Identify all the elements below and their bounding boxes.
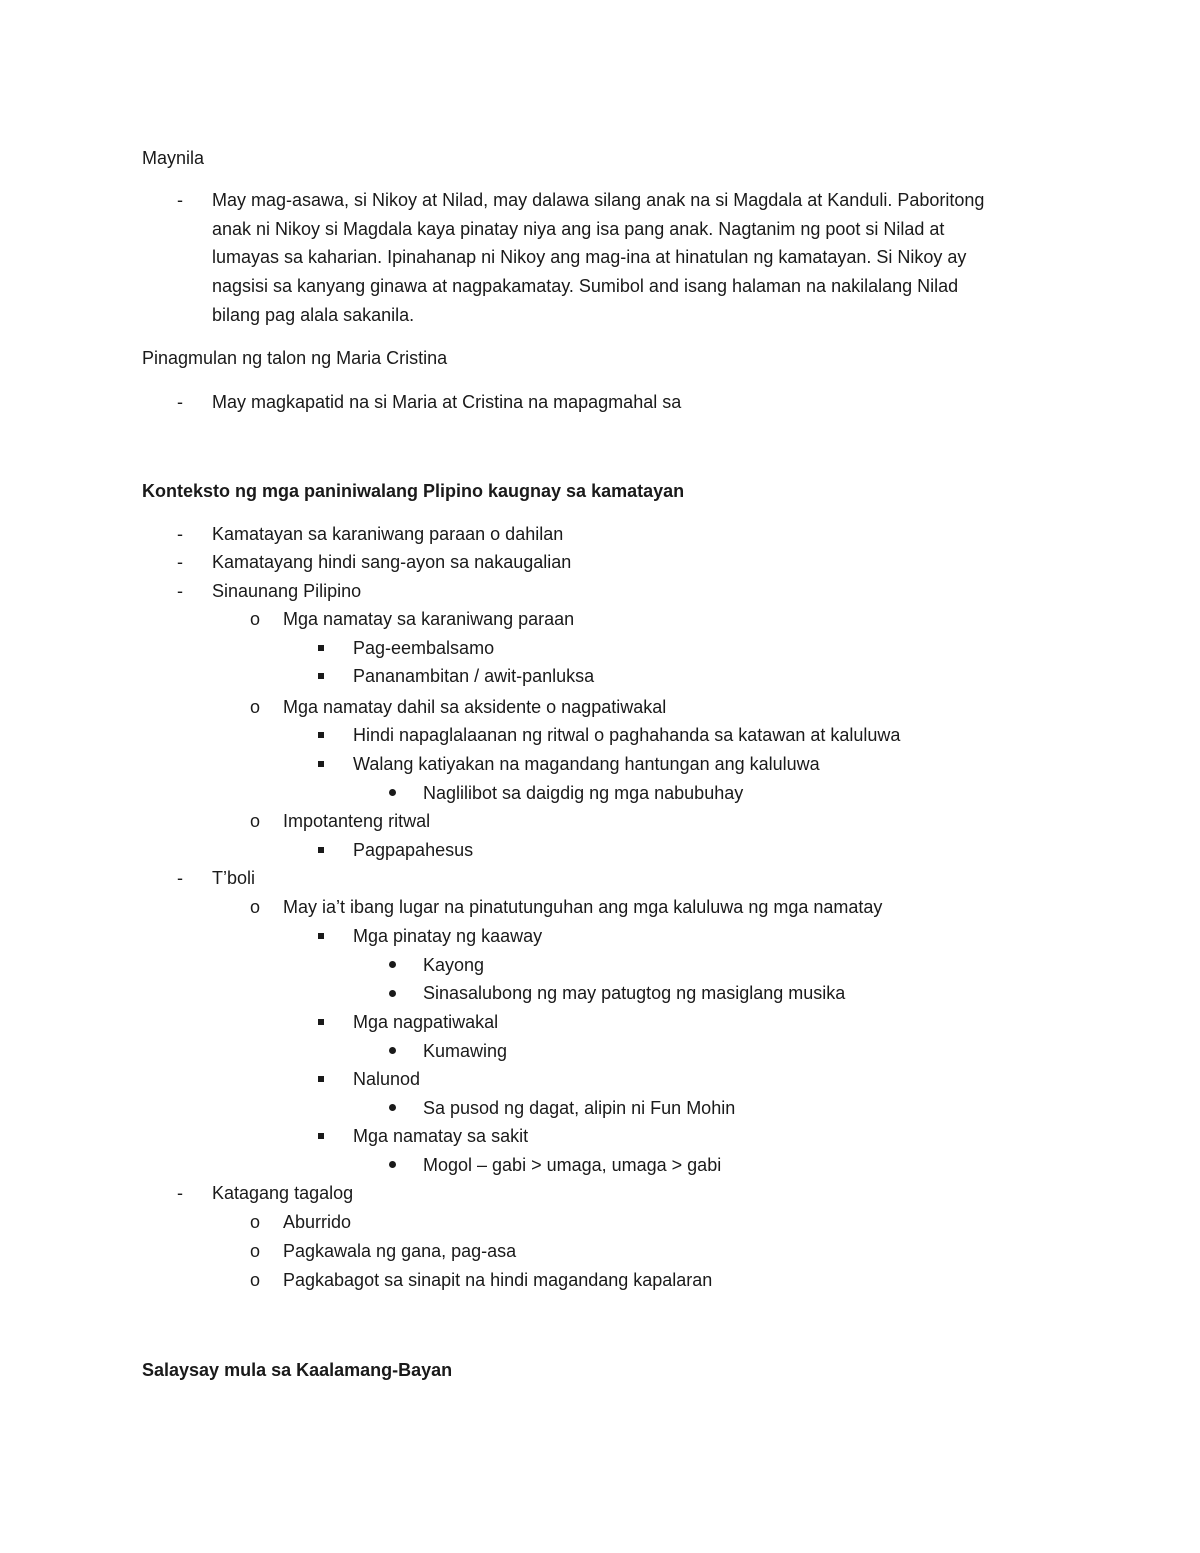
list-item: Mga namatay sa sakit xyxy=(353,1126,529,1146)
square-bullet xyxy=(318,847,324,853)
list-item: Pagkawala ng gana, pag-asa xyxy=(283,1241,517,1261)
list-item: Nalunod xyxy=(353,1069,421,1089)
heading-konteksto: Konteksto ng mga paniniwalang Plipino kaugnay sa kamatayan xyxy=(142,481,685,501)
talon-item: May magkapatid na si Maria at Cristina na mapagmahal sa xyxy=(212,392,682,412)
list-item: Pag-eembalsamo xyxy=(353,638,495,658)
list-item: Walang katiyakan na magandang hantungan ang kaluluwa xyxy=(353,754,820,774)
maynila-line-3: lumayas sa kaharian. Ipinahanap ni Nikoy ang mag-ina at hinatulan ng kamatayan. Si Nikoy ay xyxy=(212,247,967,267)
circle-marker: o xyxy=(250,1241,261,1261)
maynila-line-2: anak ni Nikoy si Magdala kaya pinatay niya ang isa pang anak. Nagtanim ng poot si Nilad at xyxy=(212,219,945,239)
heading-salaysay: Salaysay mula sa Kaalamang-Bayan xyxy=(142,1360,453,1380)
list-item: Aburrido xyxy=(283,1212,352,1232)
list-item: Kamatayan sa karaniwang paraan o dahilan xyxy=(212,524,564,544)
square-bullet xyxy=(318,933,324,939)
list-item: Pagpapahesus xyxy=(353,840,474,860)
square-bullet xyxy=(318,732,324,738)
list-item: Mga namatay dahil sa aksidente o nagpatiwakal xyxy=(283,697,667,717)
dash-marker: - xyxy=(177,868,183,888)
circle-marker: o xyxy=(250,897,261,917)
dash-marker: - xyxy=(177,552,183,572)
round-bullet xyxy=(389,1047,396,1054)
list-item: T’boli xyxy=(212,868,256,888)
circle-marker: o xyxy=(250,1212,261,1232)
circle-marker: o xyxy=(250,609,261,629)
list-item: Sa pusod ng dagat, alipin ni Fun Mohin xyxy=(423,1098,736,1118)
list-item: May ia’t ibang lugar na pinatutunguhan ang mga kaluluwa ng mga namatay xyxy=(283,897,883,917)
list-item: Mogol – gabi > umaga, umaga > gabi xyxy=(423,1155,722,1175)
list-item: Impotanteng ritwal xyxy=(283,811,431,831)
round-bullet xyxy=(389,789,396,796)
list-item: Mga namatay sa karaniwang paraan xyxy=(283,609,575,629)
circle-marker: o xyxy=(250,1270,261,1290)
dash-marker: - xyxy=(177,524,183,544)
list-item: Pagkabagot sa sinapit na hindi magandang kapalaran xyxy=(283,1270,713,1290)
round-bullet xyxy=(389,990,396,997)
heading-maynila: Maynila xyxy=(142,148,205,168)
list-item: Hindi napaglalaanan ng ritwal o paghahanda sa katawan at kaluluwa xyxy=(353,725,901,745)
circle-marker: o xyxy=(250,811,261,831)
list-item: Kamatayang hindi sang-ayon sa nakaugalian xyxy=(212,552,572,572)
square-bullet xyxy=(318,1133,324,1139)
heading-talon: Pinagmulan ng talon ng Maria Cristina xyxy=(142,348,448,368)
dash-marker: - xyxy=(177,392,183,412)
maynila-line-1: May mag-asawa, si Nikoy at Nilad, may dalawa silang anak na si Magdala at Kanduli. Paboritong xyxy=(212,190,985,210)
dash-marker: - xyxy=(177,581,183,601)
list-item: Mga pinatay ng kaaway xyxy=(353,926,543,946)
square-bullet xyxy=(318,645,324,651)
list-item: Naglilibot sa daigdig ng mga nabubuhay xyxy=(423,783,744,803)
square-bullet xyxy=(318,673,324,679)
list-item: Kayong xyxy=(423,955,485,975)
dash-marker: - xyxy=(177,1183,183,1203)
maynila-line-4: nagsisi sa kanyang ginawa at nagpakamatay. Sumibol and isang halaman na nakilalang Nilad xyxy=(212,276,959,296)
square-bullet xyxy=(318,1019,324,1025)
round-bullet xyxy=(389,1161,396,1168)
list-item: Katagang tagalog xyxy=(212,1183,354,1203)
square-bullet xyxy=(318,1076,324,1082)
maynila-line-5: bilang pag alala sakanila. xyxy=(212,305,415,325)
list-item: Pananambitan / awit-panluksa xyxy=(353,666,595,686)
square-bullet xyxy=(318,761,324,767)
list-item: Sinaunang Pilipino xyxy=(212,581,362,601)
round-bullet xyxy=(389,961,396,968)
round-bullet xyxy=(389,1104,396,1111)
list-item: Sinasalubong ng may patugtog ng masiglang musika xyxy=(423,983,846,1003)
dash-marker: - xyxy=(177,190,183,210)
list-item: Mga nagpatiwakal xyxy=(353,1012,499,1032)
list-item: Kumawing xyxy=(423,1041,508,1061)
circle-marker: o xyxy=(250,697,261,717)
